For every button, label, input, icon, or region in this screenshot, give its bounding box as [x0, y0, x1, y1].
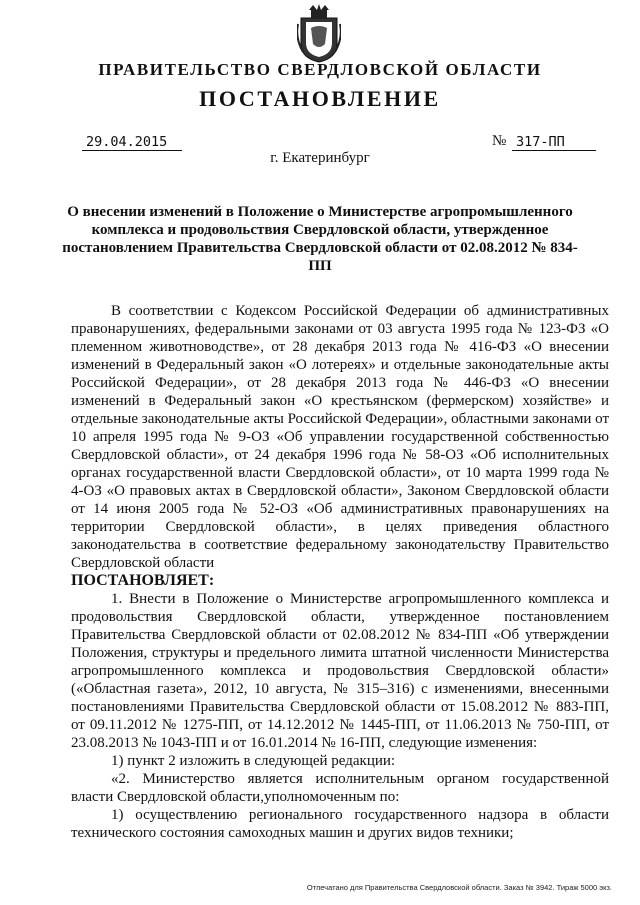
city: г. Екатеринбург	[270, 150, 370, 166]
item-1-paragraph: 1. Внести в Положение о Министерстве агропромышленного комплекса и продовольствия Свердловской области, утвержденное постановлением Правительства Свердловской области от 02.08.2012 № 834-ПП «Об утверждении Положения, структуры и предельного лимита штатной численности Министерства агропромышленного комплекса и продовольствия Свердловской области» («Областная газета», 2012, 10 августа, № 315–316) с изменениями, внесенными постановлениями Правительства Свердловской области от 15.08.2012 № 883-ПП, от 09.11.2012 № 1275-ПП, от 14.12.2012 № 1445-ПП, от 11.06.2013 № 750-ПП, от 23.08.2013 № 1043-ПП и от 16.01.2014 № 16-ПП, следующие изменения:	[71, 591, 609, 751]
number-sign: №	[492, 133, 507, 149]
quoted-paragraph: «2. Министерство является исполнительным органом государственной власти Свердловской области,уполномоченным по:	[71, 771, 609, 805]
document-body	[71, 302, 609, 842]
print-footer: Отпечатано для Правительства Свердловской области. Заказ № 3942. Тираж 5000 экз.	[306, 883, 612, 892]
document-type: ПОСТАНОВЛЕНИЕ	[199, 86, 441, 111]
coat-of-arms-icon	[297, 4, 341, 64]
document-date: 29.04.2015	[82, 134, 182, 151]
quoted-item-1: 1) осуществлению регионального государственного надзора в области технического состояния самоходных машин и других видов техники;	[71, 807, 609, 841]
document-subject: О внесении изменений в Положение о Министерстве агропромышленного комплекса и продовольствия Свердловской области, утвержденное постановлением Правительства Свердловской области от 02.08.2012 № 834-ПП	[62, 204, 578, 274]
subitem-1-paragraph: 1) пункт 2 изложить в следующей редакции:	[111, 753, 396, 769]
preamble-paragraph: В соответствии с Кодексом Российской Федерации об административных правонарушениях, федеральными законами от 03 августа 1995 года № 123-ФЗ «О племенном животноводстве», от 28 декабря 2013 года № 416-ФЗ «О внесении изменений в Федеральный закон «О лотереях» и отдельные законодательные акты Российской Федерации», от 28 декабря 2013 года № 446-ФЗ «О внесении изменений в Федеральный закон «О крестьянском (фермерском) хозяйстве» и отдельные законодательные акты Российской Федерации», областными законами от 10 апреля 1995 года № 9-ОЗ «Об управлении государственной собственностью Свердловской области», от 24 декабря 1996 года № 58-ОЗ «Об исполнительных органах государственной власти Свердловской области», от 10 марта 1999 года № 4-ОЗ «О правовых актах в Свердловской области», Законом Свердловской области от 14 июня 2005 года № 52-ОЗ «Об административных правонарушениях на территории Свердловской области», в целях приведения областного законодательства в соответствие федеральному законодательству Правительство Свердловской области	[71, 303, 610, 571]
document-number: 317-ПП	[512, 134, 596, 151]
resolves-heading: ПОСТАНОВЛЯЕТ:	[71, 572, 215, 589]
government-title: ПРАВИТЕЛЬСТВО СВЕРДЛОВСКОЙ ОБЛАСТИ	[98, 60, 542, 79]
